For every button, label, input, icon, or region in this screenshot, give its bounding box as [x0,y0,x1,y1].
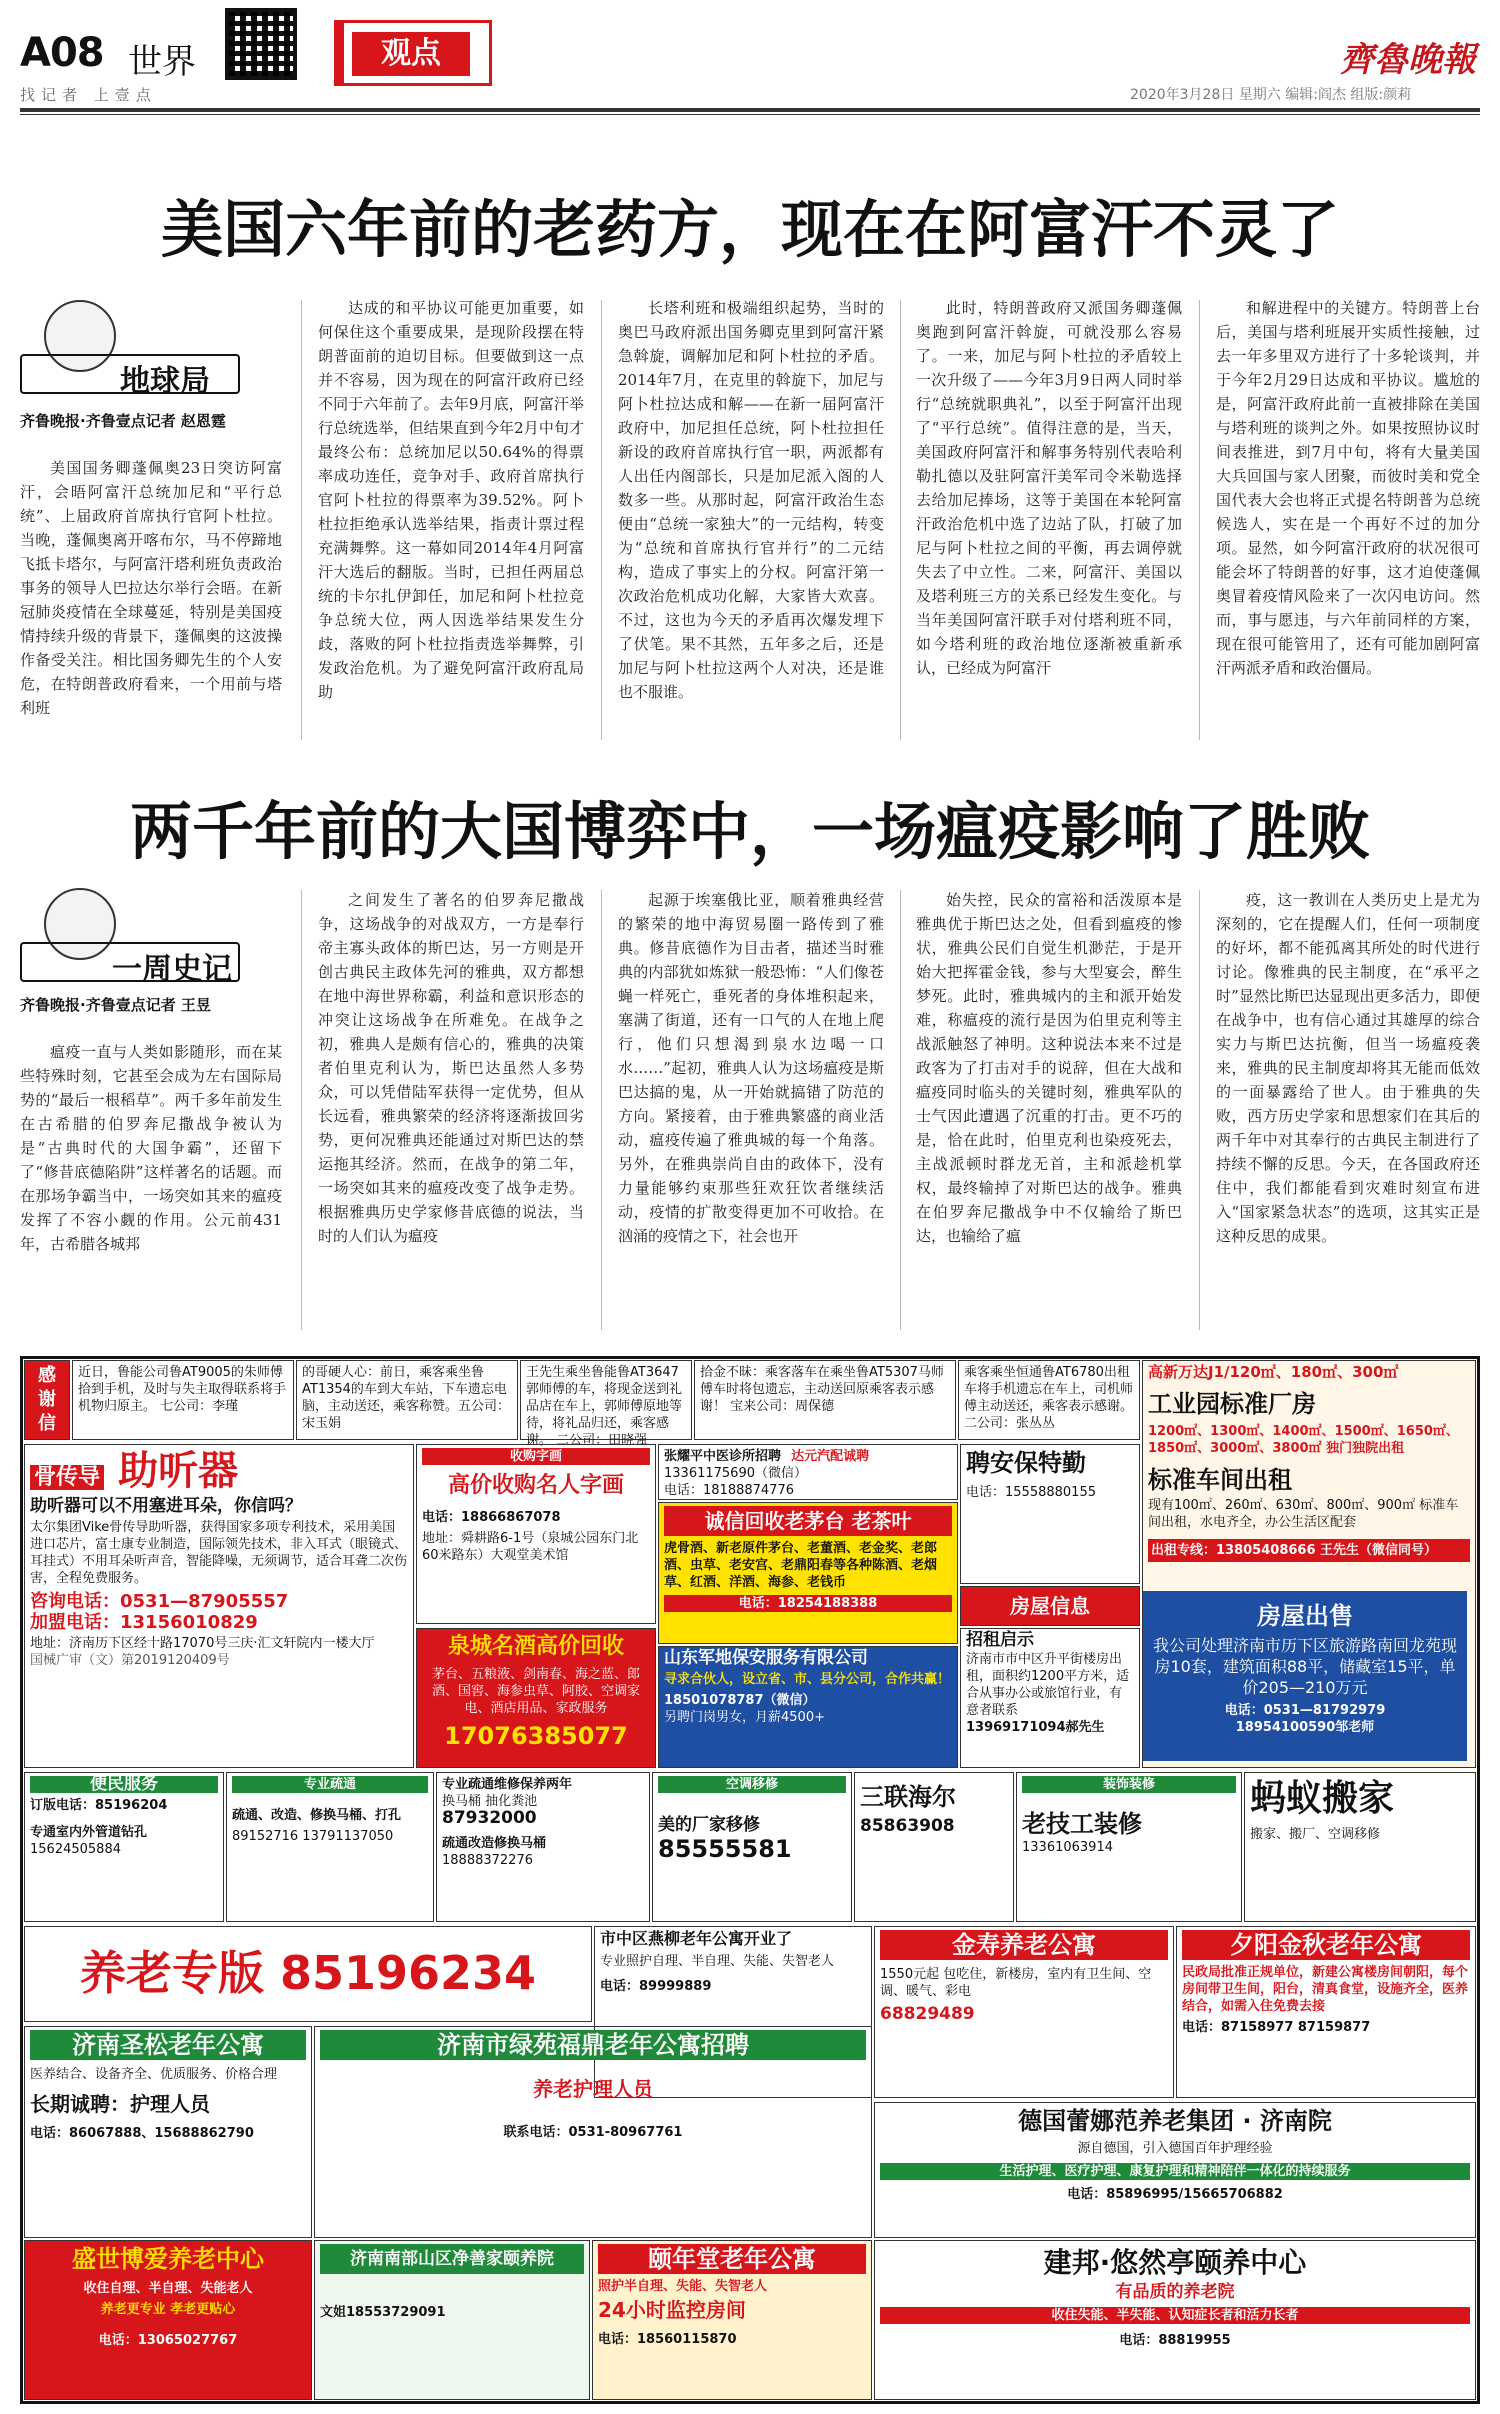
column-name: 地球局 [120,364,210,399]
article2-headline: 两千年前的大国博弈中，一场瘟疫影响了胜败 [129,795,1370,868]
column-rule [601,890,602,1330]
column-rule [1199,300,1200,740]
aircon-moving-ad [652,1772,852,1922]
rent-notice-phone: 13969171094郝先生 [966,1720,1105,1735]
shengsong-title: 济南圣松老年公寓 [30,2030,306,2060]
pipe-subtitle: 换马桶 抽化粪池 [442,1794,538,1809]
hearing-permit: 国械广审（文）第2019120409号 [30,1653,230,1668]
security-co-body: 寻求合伙人，设立省、市、县分公司，合作共赢！ [664,1672,951,1687]
aircon-phone: 85555581 [658,1835,792,1863]
yinian-monitor: 24小时监控房间 [598,2298,746,2322]
jianbang-center-ad [874,2240,1476,2400]
house-sale-title: 房屋出售 [1257,1602,1353,1630]
decoration-label: 装饰装修 [1022,1776,1236,1793]
germany-services: 生活护理、医疗护理、康复护理和精神陪伴一体化的持续服务 [880,2163,1470,2180]
column-rule [1199,890,1200,1330]
auto-phone: 电话：18188874776 [664,1483,794,1498]
security-co-note: 另聘门岗男女，月薪4500+ [664,1710,825,1725]
pro-plumbing-phone: 89152716 13791137050 [232,1829,394,1844]
yinian-phone: 电话：18560115870 [598,2332,737,2347]
article1-col-2: 达成的和平协议可能更加重要，如何保住这个重要成果，是现阶段摆在特朗普面前的迫切目标。但要做到这一点并不容易，因为现在的阿富汗政府已经不同于六年前了。去年9月底，阿富汗举行总统选举，但结果直到今年2月中旬才最终公布：总统加尼以50.64%的得票率成功连任，竞争对手、政府首席执行官阿卜杜拉的得票率为39.52%。阿卜杜拉拒绝承认选举结果，指责计票过程充满舞弊。这一幕如同2014年4月阿富汗大选后的翻版。当时，已担任两届总统的卡尔扎伊卸任，加尼和阿卜杜拉竞争总统大位，两人因选举结果发生分歧，落败的阿卜杜拉指责选举舞弊，引发政治危机。为了避免阿富汗政府乱局助 [318,299,584,701]
hearing-join: 加盟电话：13156010829 [30,1612,258,1633]
jianbang-subtitle: 有品质的养老院 [1115,2282,1235,2302]
thanks-label: 感谢信 [24,1360,70,1440]
article1-headline: 美国六年前的老药方，现在在阿富汗不灵了 [160,193,1339,266]
moutai-title: 诚信回收老茅台 老茶叶 [664,1506,952,1536]
drill-title: 专通室内外管道钻孔 [30,1825,148,1840]
dateline: 2020年3月28日 星期六 编辑:阎杰 组版:颜莉 [1130,87,1412,103]
hearing-body: 太尔集团Vike骨传导助听器，获得国家多项专利技术，采用美国进口芯片，富士康专业制造，国际领先技术，非入耳式（眼镜式、耳挂式）不用耳朵听声音，智能降噪，无须调节，适合耳聋二次伤害，全程免费服务。 [30,1520,408,1586]
jinshou-phone: 68829489 [880,2004,975,2024]
article2-byline: 齐鲁晚报·齐鲁壹点记者 王昱 [20,996,211,1014]
house-sale-body: 我公司处理济南市历下区旅游路南回龙苑现房10套，建筑面积88平，储藏室15平，单价205—210万元 [1152,1636,1457,1697]
factory-headline: 高新万达J1/120㎡、180㎡、300㎡ [1148,1363,1399,1381]
shengsong-phone: 电话：86067888、15688862790 [30,2126,254,2141]
calligraphy-ad [416,1444,656,1624]
jianbang-title: 建邦·悠然亭颐养中心 [1043,2246,1307,2279]
moutai-items: 虎骨酒、新老原件茅台、老董酒、老金奖、老郎酒、虫草、老安宫、老鼎阳春等各种陈酒、老烟草、红酒、洋酒、海参、老钱币 [664,1541,938,1590]
germany-group-ad [874,2102,1476,2238]
jingshan-home-ad [314,2240,590,2400]
ant-moving-title: 蚂蚁搬家 [1250,1778,1395,1819]
section-tag: 观点 [352,32,470,76]
security-co-title: 山东军地保安服务有限公司 [664,1648,868,1668]
clinic-title: 张耀平中医诊所招聘 [664,1449,782,1464]
xiyang-body: 民政局批准正规单位，新建公寓楼房间朝阳，每个房间带卫生间，阳台，清真食堂，设施齐全，医养结合，如需入住免费去接 [1182,1965,1469,2014]
yinian-apartment-ad [592,2240,872,2400]
moutai-phone: 电话：18254188388 [664,1595,952,1612]
shengshi-center-ad [24,2240,312,2400]
elderly-care-banner: 养老专版 85196234 [24,1926,592,2022]
lvyuan-apartment-ad [314,2026,872,2238]
jinshou-title: 金寿养老公寓 [880,1930,1168,1960]
thanks-note-4: 拾金不昧：乘客落车在乘坐鲁AT5307马师傅车时将包遗忘，主动送回原乘客表示感谢！ 宝来公司：周保德 [694,1360,956,1440]
hearing-aid-ad [24,1444,414,1768]
hearing-title: 助听器 [118,1448,239,1494]
article1-col-3: 长塔利班和极端组织起势，当时的奥巴马政府派出国务卿克里到阿富汗紧急斡旋，调解加尼和阿卜杜拉的矛盾。2014年7月，在克里的斡旋下，加尼与阿卜杜拉达成和解——在新一届阿富汗政府中，加尼担任总统，阿卜杜拉担任新设的政府首席执行官一职，两派都有人出任内阁部长，只是加尼派入阁的人数多一些。从那时起，阿富汗政治生态便由“总统一家独大”的一元结构，转变为“总统和首席执行官并行”的二元结构，造成了事实上的分权。阿富汗第一次政治危机成功化解，大家皆大欢喜。不过，这也为今天的矛盾再次爆发埋下了伏笔。果不其然，五年多之后，还是加尼与阿卜杜拉这两个人对决，还是谁也不服谁。 [618,299,884,701]
hearing-brand: 骨传导 [30,1465,104,1490]
drill-phone: 15624505884 [30,1842,121,1857]
column-rule [301,300,302,740]
lvyuan-phone: 联系电话：0531-80967761 [503,2125,683,2140]
jinshou-apartment-ad [874,1926,1174,2098]
house-sale-phone-2: 18954100590邹老师 [1235,1720,1375,1735]
pipe-title-2: 疏通改造修换马桶 [442,1836,547,1851]
article2-col-4: 始失控，民众的富裕和活泼原本是雅典优于斯巴达之处，但看到瘟疫的惨状，雅典公民们自觉生机渺茫，于是开始大把挥霍金钱，参与大型宴会，醉生梦死。此时，雅典城内的主和派开始发难，称瘟疫的流行是因为伯里克利等主战派触怒了神明。这种说法本来不过是政客为了打击对手的说辞，但在大战和瘟疫同时临头的关键时刻，雅典军队的士气因此遭遇了沉重的打击。更不巧的是，恰在此时，伯里克利也染疫死去，主战派顿时群龙无首，主和派趁机掌权，最终输掉了对斯巴达的战争。雅典在伯罗奔尼撒战争中不仅输给了斯巴达，也输给了瘟 [916,891,1182,1245]
germany-phone: 电话：85896995/15665706882 [1067,2187,1283,2202]
pro-plumbing-label: 专业疏通 [232,1776,428,1793]
aircon-title: 美的厂家移修 [658,1815,760,1835]
article2-col-1: 瘟疫一直与人类如影随形，而在某些特殊时刻，它甚至会成为左右国际局势的“最后一根稻草”。两千多年前发生在古希腊的伯罗奔尼撒战争被认为是“古典时代的大国争霸”，还留下了“修昔底德陷阱”这样著名的话题。而在那场争霸当中，一场突如其来的瘟疫发挥了不容小觑的作用。公元前431年，古希腊各城邦 [20,1043,282,1253]
aircon-label: 空调移修 [658,1776,846,1793]
clinic-phone: 13361175690（微信） [664,1466,807,1481]
article2-col-2: 之间发生了著名的伯罗奔尼撒战争，这场战争的对战双方，一方是奉行帝主寡头政体的斯巴达，另一方则是开创古典民主政体先河的雅典，双方都想在地中海世界称霸，利益和意识形态的冲突让这场战争在所难免。在战争之初，雅典人是颇有信心的，雅典的决策者伯里克利认为，斯巴达虽然人多势众，可以凭借陆军获得一定优势，但从长远看，雅典繁荣的经济将逐渐拔回劣势，更何况雅典还能通过对斯巴达的禁运拖其经济。然而，在战争的第二年，一场突如其来的瘟疫改变了战争走势。根据雅典历史学家修昔底德的说法，当时的人们认为瘟疫 [318,891,584,1245]
wine-title: 泉城名酒高价回收 [447,1634,624,1659]
calligraphy-label: 收购字画 [422,1448,650,1465]
article2-column-badge [20,888,280,1038]
thanks-note-3: 王先生乘坐鲁能鲁AT3647郭师傅的车，将现金送到礼品店在车上，郭师傅原地等待，将礼品归还，乘客感谢。 二公司：田晓强 [520,1360,692,1440]
clinic-recruit-ad [658,1444,958,1500]
newspaper-logo: 齊魯晚報 [1340,40,1476,80]
moutai-recycle-ad [658,1502,958,1644]
ant-moving-ad [1244,1772,1476,1922]
house-info-label: 房屋信息 [960,1586,1140,1626]
pipe-phone-2: 18888372276 [442,1853,533,1868]
factory-hotline: 出租专线：13805408666 王先生（微信同号） [1148,1539,1470,1562]
security-title: 聘安保特勤 [966,1449,1086,1477]
yinian-body: 照护半自理、失能、失智老人 [598,2279,768,2294]
decoration-phone: 13361063914 [1022,1840,1113,1855]
column-rule [900,300,901,740]
hearing-address: 地址：济南历下区经十路17070号三庆·汇文轩院内一楼大厅 [30,1636,375,1651]
decoration-title: 老技工装修 [1022,1810,1142,1838]
wine-items: 茅台、五粮液、剑南春、海之蓝、郎酒、国窖、海参虫草、阿胶、空调家电、酒店用品、家政服务 [431,1667,640,1716]
house-sale-ad [1143,1591,1467,1761]
jianbang-phone: 电话：88819955 [1119,2333,1231,2348]
thanks-note-1: 近日，鲁能公司鲁AT9005的朱师傅拾到手机，及时与失主取得联系将手机物归原主。 七公司：李瑾 [72,1360,294,1440]
article1-col-5: 和解进程中的关键方。特朗普上台后，美国与塔利班展开实质性接触，过去一年多里双方进行了十多轮谈判，并于今年2月29日达成和平协议。尴尬的是，阿富汗政府此前一直被排除在美国与塔利班的谈判之外。如果按照协议时间表推进，到7月中旬，将有大量美国大兵回国与家人团聚，而彼时美和党全国代表大会也将正式提名特朗普为总统候选人，实在是一个再好不过的加分项。显然，如今阿富汗政府的状况很可能会坏了特朗普的好事，这才迫使蓬佩奥冒着疫情风险来了一次闪电访问。然而，事与愿违，与六年前同样的方案，现在很可能管用了，还有可能加剧阿富汗两派矛盾和政治僵局。 [1216,299,1480,677]
header-rule-thin [20,114,1480,115]
convenience-service-ad [24,1772,224,1922]
qr-code-icon[interactable] [225,8,297,80]
lvyuan-role: 养老护理人员 [533,2077,653,2101]
article1-col-1: 美国国务卿蓬佩奥23日突访阿富汗，会晤阿富汗总统加尼和“平行总统”、上届政府首席执行官阿卜杜拉。当晚，蓬佩奥离开喀布尔，马不停蹄地飞抵卡塔尔，与阿富汗塔利班负责政治事务的领导人巴拉达尔举行会晤。在新冠肺炎疫情在全球蔓延，特别是美国疫情持续升级的背景下，蓬佩奥的这波操作备受关注。相比国务卿先生的个人安危，在特朗普政府看来，一个用前与塔利班 [20,459,282,717]
germany-body: 源自德国，引入德国百年护理经验 [1077,2141,1273,2156]
jingshan-title: 济南南部山区净善家颐养院 [320,2244,584,2274]
jingshan-phone: 文姐18553729091 [320,2305,446,2320]
column-name: 一周史记 [112,952,232,987]
pipe-title: 专业疏通维修保养两年 [442,1777,573,1792]
column-rule [301,890,302,1330]
auto-title: 达元汽配诚聘 [791,1449,870,1464]
hearing-subtitle: 助听器可以不用塞进耳朵，你信吗？ [30,1496,302,1516]
shengsong-body: 医养结合、设备齐全、优质服务、价格合理 [30,2067,278,2082]
pro-plumbing-body: 疏通、改造、修换马桶、打孔 [232,1808,402,1823]
yanliu-body: 专业照护自理、半自理、失能、失智老人 [600,1954,835,1969]
yanliu-title: 市中区燕柳老年公寓开业了 [600,1929,793,1948]
shengshi-slogan: 养老更专业 孝老更贴心 [100,2302,236,2317]
security-phone: 电话：15558880155 [966,1485,1096,1500]
shengshi-body: 收住自理、半自理、失能老人 [83,2281,253,2296]
pipe-phone: 87932000 [442,1808,537,1828]
yanliu-phone: 电话：89999889 [600,1979,712,1994]
security-co-phone: 18501078787（微信） [664,1693,816,1708]
column-rule [900,890,901,1330]
rent-notice-body: 济南市市中区升平街楼房出租，面积约1200平方米，适合从事办公或旅馆行业，有意者联系 [966,1652,1130,1718]
security-company-ad [658,1646,958,1768]
factory-title: 工业园标准厂房 [1148,1390,1316,1418]
article1-byline: 齐鲁晚报·齐鲁壹点记者 赵恩霆 [20,412,226,430]
lvyuan-title: 济南市绿苑福鼎老年公寓招聘 [320,2030,866,2060]
pipe-service-ad [436,1772,650,1922]
calligraphy-address: 地址：舜耕路6-1号（泉城公园东门北60米路东）大观堂美术馆 [422,1531,639,1563]
shengshi-phone: 电话：13065027767 [98,2333,238,2348]
header-rule [20,108,1480,112]
xiyang-apartment-ad [1176,1926,1476,2098]
shengshi-title: 盛世博爱养老中心 [72,2245,264,2273]
hearing-hotline: 咨询电话：0531—87905557 [30,1591,289,1612]
haier-title: 三联海尔 [860,1783,956,1811]
factory-sizes: 1200㎡、1300㎡、1400㎡、1500㎡、1650㎡、1850㎡、3000㎡、3800㎡ 独门独院出租 [1148,1424,1459,1456]
factory-rental-ad [1142,1360,1476,1768]
workshop-title: 标准车间出租 [1148,1466,1292,1494]
article1-col-4: 此时，特朗普政府又派国务卿蓬佩奥跑到阿富汗斡旋，可就没那么容易了。一来，加尼与阿卜杜拉的矛盾较上一次升级了——今年3月9日两人同时举行“总统就职典礼”，以至于阿富汗出现了“平行总统”。值得注意的是，当天，美国政府阿富汗和解事务特别代表哈利勒扎德以及驻阿富汗美军司令米勒选择去给加尼捧场，这等于美国在本轮阿富汗政治危机中选了边站了队，打破了加尼与阿卜杜拉之间的平衡，再去调停就失去了中立性。二来，阿富汗、美国以及塔利班三方的关系已经发生变化。与当年美国阿富汗联手对付塔利班不同，如今塔利班的政治地位逐渐被重新承认，已经成为阿富汗 [916,299,1182,677]
article2-col-5: 疫，这一教训在人类历史上是尤为深刻的，它在提醒人们，任何一项制度的好坏，都不能孤离其所处的时代进行讨论。像雅典的民主制度，在“承平之时”显然比斯巴达显现出更多活力，即便在战争中，也有信心通过其雄厚的综合实力与斯巴达抗衡，但当一场瘟疫袭来，雅典的民主制度却将其无能而低效的一面暴露给了世人。由于雅典的失败，西方历史学家和思想家们在其后的两千年中对其奉行的古典民主制进行了持续不懈的反思。今天，在各国政府还住中，我们都能看到灾难时刻宣布进入“国家紧急状态”的选项，这其实正是这种反思的成果。 [1216,891,1480,1245]
page-number: A08 [20,30,104,76]
security-recruit-ad [960,1444,1140,1584]
yinian-title: 颐年堂老年公寓 [598,2244,866,2274]
thanks-note-5: 乘客乘坐恒通鲁AT6780出租车将手机遗忘在车上，司机师傅主动送还，乘客表示感谢。 二公司：张丛丛 [958,1360,1140,1440]
xiyang-phone: 电话：87158977 87159877 [1182,2020,1371,2035]
xiyang-title: 夕阳金秋老年公寓 [1182,1930,1470,1960]
germany-title: 德国蕾娜范养老集团 · 济南院 [1018,2107,1332,2135]
haier-ad [854,1772,1014,1922]
slogan: 找记者 上壹点 [20,86,157,104]
workshop-detail: 现有100㎡、260㎡、630㎡、800㎡、900㎡ 标准车间出租，水电齐全，办公生活区配套 [1148,1498,1459,1530]
shengsong-recruit: 长期诚聘：护理人员 [30,2092,210,2116]
thanks-note-2: 的哥硬人心：前日，乘客乘坐鲁AT1354的车到大车站，下车遗忘电脑，主动送还，乘客称赞。五公司：宋玉娟 [296,1360,518,1440]
wine-recycle-ad [416,1628,656,1768]
calligraphy-phone: 电话：18866867078 [422,1510,561,1525]
shengsong-apartment-ad [24,2026,312,2238]
decoration-ad [1016,1772,1242,1922]
ant-moving-body: 搬家、搬厂、空调移修 [1250,1827,1381,1842]
house-sale-phone-1: 电话：0531—81792979 [1224,1703,1386,1718]
pro-plumbing-ad [226,1772,434,1922]
rent-notice-ad [960,1628,1140,1768]
wine-phone: 17076385077 [444,1722,628,1750]
rent-notice-title: 招租启示 [966,1630,1034,1650]
convenience-phone: 订版电话：85196204 [30,1798,168,1813]
jinshou-body: 1550元起 包吃住，新楼房，室内有卫生间、空调、暖气、彩电 [880,1967,1152,1999]
section-name: 世界 [128,42,196,82]
article2-col-3: 起源于埃塞俄比亚，顺着雅典经营的繁荣的地中海贸易圈一路传到了雅典。修昔底德作为目击者，描述当时雅典的内部犹如炼狱一般恐怖：“人们像苍蝇一样死亡，垂死者的身体堆积起来，塞满了街道，还有一口气的人在地上爬行，他们只想渴到泉水边喝一口水……”起初，雅典人认为这场瘟疫是斯巴达搞的鬼，从一开始就搞错了防范的方向。紧接着，由于雅典繁盛的商业活动，瘟疫传遍了雅典城的每一个角落。另外，在雅典崇尚自由的政体下，没有力量能够约束那些狂欢狂饮者继续活动，疫情的扩散变得更加不可收拾。在汹涌的疫情之下，社会也开 [618,891,884,1245]
jianbang-body: 收住失能、半失能、认知症长者和活力长者 [880,2307,1470,2324]
convenience-label: 便民服务 [30,1776,218,1793]
column-rule [601,300,602,740]
haier-phone: 85863908 [860,1816,955,1836]
calligraphy-title: 高价收购名人字画 [447,1473,624,1498]
